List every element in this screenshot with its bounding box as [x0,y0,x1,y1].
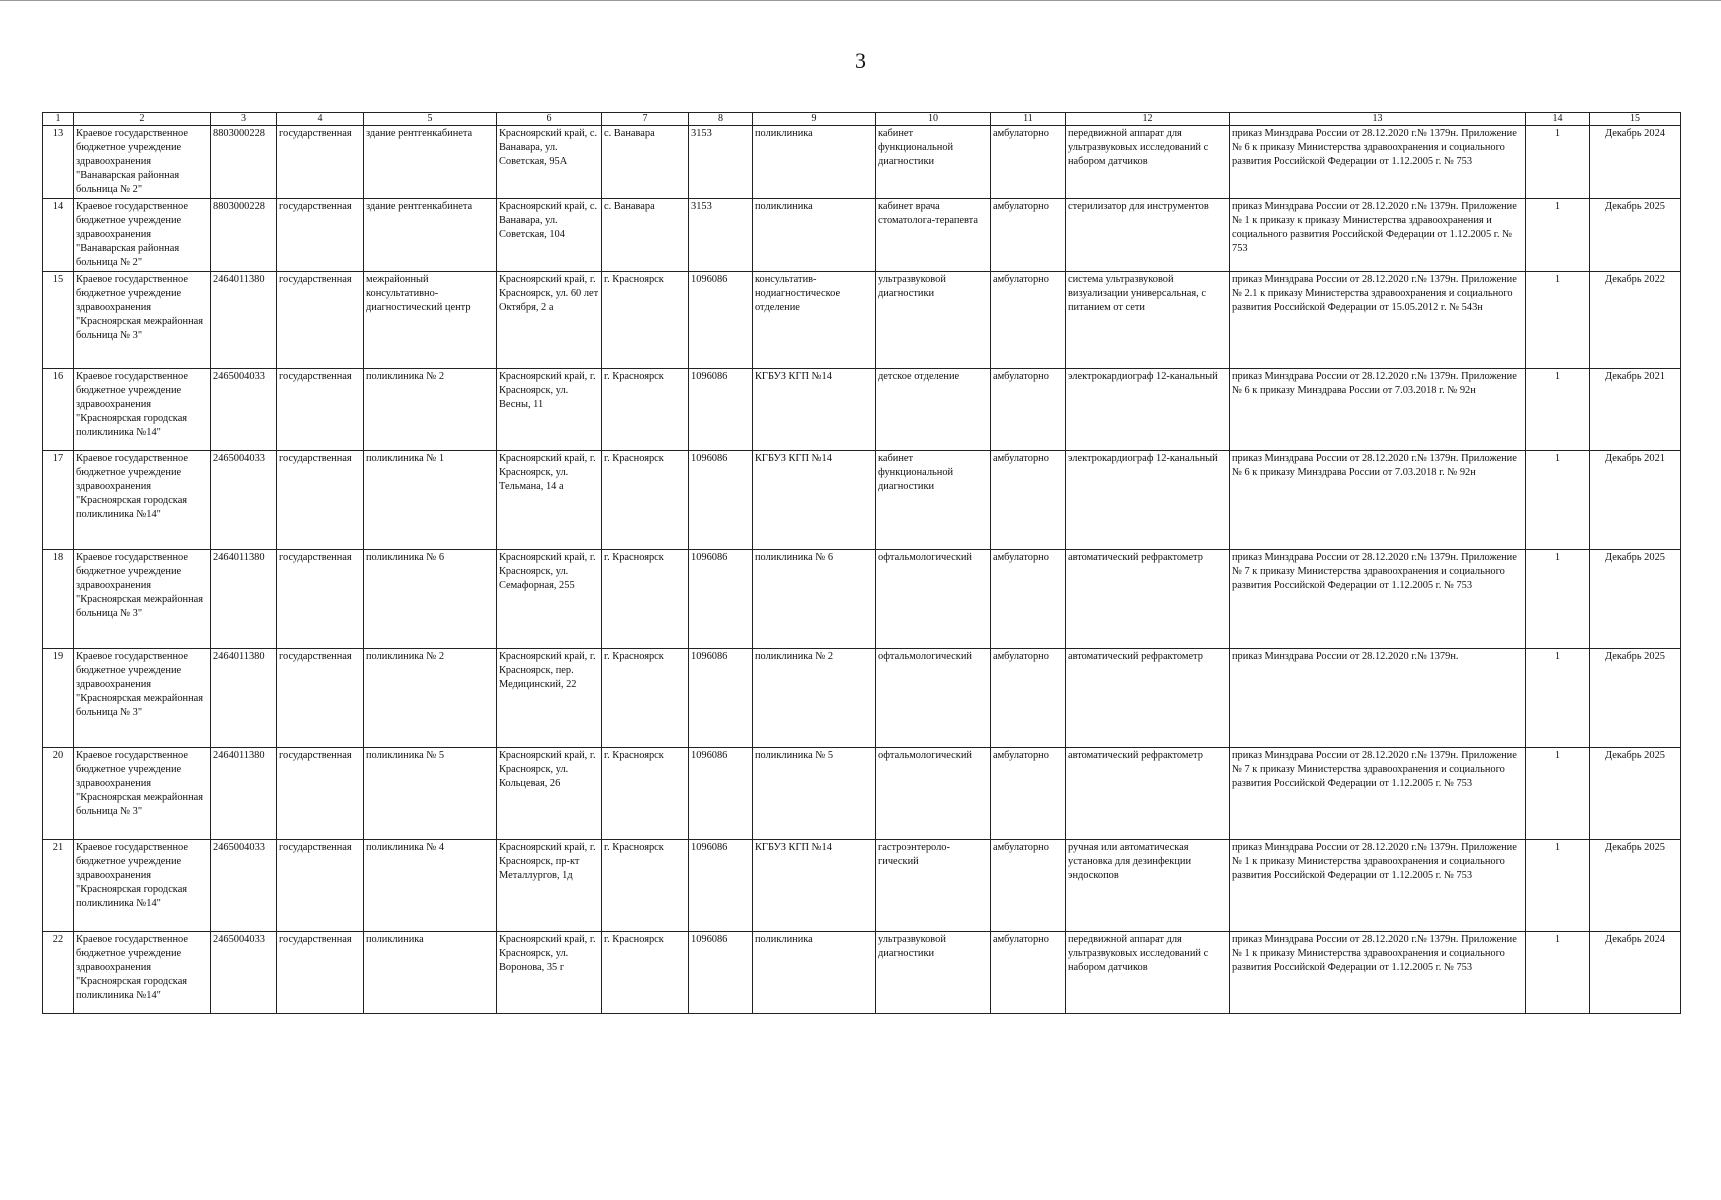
subdivision-cell: консультатив-нодиагностическое отделение [753,272,876,369]
care-conditions-cell: амбулаторно [991,649,1066,748]
quantity-cell: 1 [1526,451,1590,550]
care-conditions-cell: амбулаторно [991,840,1066,932]
table-row [43,748,1681,840]
row-number-cell: 15 [43,272,74,369]
quantity-cell: 1 [1526,649,1590,748]
page-number: 3 [855,48,866,73]
address-cell: Красноярский край, г. Красноярск, пр-кт Металлургов, 1д [497,840,602,932]
population-cell: 1096086 [689,272,753,369]
quantity-cell: 1 [1526,550,1590,649]
deadline-cell: Декабрь 2025 [1590,840,1681,932]
population-cell: 3153 [689,199,753,272]
settlement-cell: г. Красноярск [602,550,689,649]
ownership-form-cell: государственная [277,369,364,451]
care-conditions-cell: амбулаторно [991,748,1066,840]
address-cell: Красноярский край, с. Ванавара, ул. Советская, 104 [497,199,602,272]
settlement-cell: с. Ванавара [602,126,689,199]
row-number-cell: 21 [43,840,74,932]
table-row [43,840,1681,932]
column-header: 6 [497,113,602,126]
population-cell: 3153 [689,126,753,199]
address-cell: Красноярский край, г. Красноярск, ул. Тельмана, 14 а [497,451,602,550]
building-cell: межрайонный консультативно-диагностический центр [364,272,497,369]
inn-cell: 2465004033 [211,840,277,932]
care-conditions-cell: амбулаторно [991,369,1066,451]
equipment-table-container [42,112,1680,1014]
equipment-name-cell: автоматический рефрактометр [1066,649,1230,748]
regulation-cell: приказ Минздрава России от 28.12.2020 г.№ 1379н. [1230,649,1526,748]
table-row [43,932,1681,1014]
population-cell: 1096086 [689,451,753,550]
inn-cell: 2464011380 [211,649,277,748]
settlement-cell: г. Красноярск [602,840,689,932]
inn-cell: 2464011380 [211,550,277,649]
row-number-cell: 19 [43,649,74,748]
care-conditions-cell: амбулаторно [991,126,1066,199]
inn-cell: 2465004033 [211,932,277,1014]
column-header: 13 [1230,113,1526,126]
quantity-cell: 1 [1526,932,1590,1014]
department-cell: кабинет врача стоматолога-терапевта [876,199,991,272]
subdivision-cell: поликлиника [753,932,876,1014]
subdivision-cell: КГБУЗ КГП №14 [753,369,876,451]
address-cell: Красноярский край, г. Красноярск, ул. 60 лет Октября, 2 а [497,272,602,369]
top-edge-line [0,0,1721,1]
settlement-cell: г. Красноярск [602,369,689,451]
regulation-cell: приказ Минздрава России от 28.12.2020 г.№ 1379н. Приложение № 2.1 к приказу Министерства здравоохранения и социального развития Российской Федерации от 15.05.2012 г. № 543н [1230,272,1526,369]
column-header: 8 [689,113,753,126]
population-cell: 1096086 [689,550,753,649]
address-cell: Красноярский край, г. Красноярск, ул. Воронова, 35 г [497,932,602,1014]
equipment-name-cell: передвижной аппарат для ультразвуковых исследований с набором датчиков [1066,932,1230,1014]
building-cell: поликлиника № 6 [364,550,497,649]
column-header: 2 [74,113,211,126]
subdivision-cell: поликлиника [753,126,876,199]
inn-cell: 2465004033 [211,451,277,550]
inn-cell: 8803000228 [211,126,277,199]
settlement-cell: г. Красноярск [602,748,689,840]
row-number-cell: 22 [43,932,74,1014]
equipment-name-cell: стерилизатор для инструментов [1066,199,1230,272]
column-header: 15 [1590,113,1681,126]
building-cell: здание рентгенкабинета [364,199,497,272]
subdivision-cell: поликлиника № 6 [753,550,876,649]
row-number-cell: 16 [43,369,74,451]
care-conditions-cell: амбулаторно [991,272,1066,369]
deadline-cell: Декабрь 2021 [1590,369,1681,451]
subdivision-cell: КГБУЗ КГП №14 [753,451,876,550]
address-cell: Красноярский край, г. Красноярск, ул. Кольцевая, 26 [497,748,602,840]
deadline-cell: Декабрь 2025 [1590,199,1681,272]
population-cell: 1096086 [689,932,753,1014]
row-number-cell: 20 [43,748,74,840]
table-row [43,199,1681,272]
ownership-form-cell: государственная [277,748,364,840]
institution-name-cell: Краевое государственное бюджетное учреждение здравоохранения "Красноярская городская поликлиника №14" [74,932,211,1014]
ownership-form-cell: государственная [277,199,364,272]
row-number-cell: 17 [43,451,74,550]
address-cell: Красноярский край, г. Красноярск, пер. Медицинский, 22 [497,649,602,748]
institution-name-cell: Краевое государственное бюджетное учреждение здравоохранения "Красноярская городская поликлиника №14" [74,840,211,932]
inn-cell: 2465004033 [211,369,277,451]
institution-name-cell: Краевое государственное бюджетное учреждение здравоохранения "Красноярская межрайонная больница № 3" [74,649,211,748]
institution-name-cell: Краевое государственное бюджетное учреждение здравоохранения "Красноярская межрайонная больница № 3" [74,748,211,840]
deadline-cell: Декабрь 2025 [1590,550,1681,649]
settlement-cell: г. Красноярск [602,649,689,748]
building-cell: поликлиника № 2 [364,369,497,451]
address-cell: Красноярский край, с. Ванавара, ул. Советская, 95А [497,126,602,199]
quantity-cell: 1 [1526,126,1590,199]
settlement-cell: г. Красноярск [602,451,689,550]
column-header: 7 [602,113,689,126]
table-body [43,126,1681,1014]
ownership-form-cell: государственная [277,451,364,550]
column-header: 12 [1066,113,1230,126]
institution-name-cell: Краевое государственное бюджетное учреждение здравоохранения "Красноярская межрайонная больница № 3" [74,272,211,369]
population-cell: 1096086 [689,649,753,748]
department-cell: гастроэнтероло-гический [876,840,991,932]
row-number-cell: 18 [43,550,74,649]
equipment-name-cell: система ультразвуковой визуализации универсальная, с питанием от сети [1066,272,1230,369]
equipment-name-cell: автоматический рефрактометр [1066,550,1230,649]
building-cell: поликлиника [364,932,497,1014]
equipment-name-cell: автоматический рефрактометр [1066,748,1230,840]
subdivision-cell: КГБУЗ КГП №14 [753,840,876,932]
quantity-cell: 1 [1526,840,1590,932]
subdivision-cell: поликлиника № 5 [753,748,876,840]
building-cell: поликлиника № 4 [364,840,497,932]
inn-cell: 2464011380 [211,272,277,369]
column-header: 11 [991,113,1066,126]
table-row [43,126,1681,199]
table-row [43,649,1681,748]
population-cell: 1096086 [689,748,753,840]
ownership-form-cell: государственная [277,932,364,1014]
department-cell: офтальмологический [876,550,991,649]
regulation-cell: приказ Минздрава России от 28.12.2020 г.№ 1379н. Приложение № 7 к приказу Министерства здравоохранения и социального развития Российской Федерации от 1.12.2005 г. № 753 [1230,748,1526,840]
care-conditions-cell: амбулаторно [991,550,1066,649]
column-header: 3 [211,113,277,126]
department-cell: офтальмологический [876,649,991,748]
regulation-cell: приказ Минздрава России от 28.12.2020 г.№ 1379н. Приложение № 6 к приказу Минздрава России от 7.03.2018 г. № 92н [1230,369,1526,451]
inn-cell: 2464011380 [211,748,277,840]
regulation-cell: приказ Минздрава России от 28.12.2020 г.№ 1379н. Приложение № 1 к приказу Министерства здравоохранения и социального развития Российской Федерации от 1.12.2005 г. № 753 [1230,840,1526,932]
deadline-cell: Декабрь 2024 [1590,932,1681,1014]
quantity-cell: 1 [1526,369,1590,451]
column-header: 4 [277,113,364,126]
quantity-cell: 1 [1526,272,1590,369]
ownership-form-cell: государственная [277,649,364,748]
subdivision-cell: поликлиника [753,199,876,272]
ownership-form-cell: государственная [277,272,364,369]
quantity-cell: 1 [1526,748,1590,840]
equipment-name-cell: электрокардиограф 12-канальный [1066,451,1230,550]
care-conditions-cell: амбулаторно [991,199,1066,272]
deadline-cell: Декабрь 2021 [1590,451,1681,550]
address-cell: Красноярский край, г. Красноярск, ул. Семафорная, 255 [497,550,602,649]
building-cell: поликлиника № 1 [364,451,497,550]
institution-name-cell: Краевое государственное бюджетное учреждение здравоохранения "Ванаварская районная больница № 2" [74,126,211,199]
row-number-cell: 13 [43,126,74,199]
department-cell: кабинет функциональной диагностики [876,451,991,550]
equipment-name-cell: электрокардиограф 12-канальный [1066,369,1230,451]
ownership-form-cell: государственная [277,126,364,199]
table-row [43,369,1681,451]
care-conditions-cell: амбулаторно [991,932,1066,1014]
institution-name-cell: Краевое государственное бюджетное учреждение здравоохранения "Красноярская межрайонная больница № 3" [74,550,211,649]
settlement-cell: г. Красноярск [602,932,689,1014]
table-row [43,272,1681,369]
building-cell: поликлиника № 2 [364,649,497,748]
institution-name-cell: Краевое государственное бюджетное учреждение здравоохранения "Ванаварская районная больница № 2" [74,199,211,272]
population-cell: 1096086 [689,840,753,932]
population-cell: 1096086 [689,369,753,451]
institution-name-cell: Краевое государственное бюджетное учреждение здравоохранения "Красноярская городская поликлиника №14" [74,369,211,451]
quantity-cell: 1 [1526,199,1590,272]
department-cell: детское отделение [876,369,991,451]
inn-cell: 8803000228 [211,199,277,272]
department-cell: ультразвуковой диагностики [876,272,991,369]
ownership-form-cell: государственная [277,840,364,932]
department-cell: офтальмологический [876,748,991,840]
regulation-cell: приказ Минздрава России от 28.12.2020 г.№ 1379н. Приложение № 7 к приказу Министерства здравоохранения и социального развития Российской Федерации от 1.12.2005 г. № 753 [1230,550,1526,649]
table-row [43,550,1681,649]
equipment-table [42,112,1681,1014]
equipment-name-cell: ручная или автоматическая установка для дезинфекции эндоскопов [1066,840,1230,932]
regulation-cell: приказ Минздрава России от 28.12.2020 г.№ 1379н. Приложение № 1 к приказу к приказу Министерства здравоохранения и социального развития Российской Федерации от 1.12.2005 г. № 753 [1230,199,1526,272]
building-cell: здание рентгенкабинета [364,126,497,199]
subdivision-cell: поликлиника № 2 [753,649,876,748]
column-header: 1 [43,113,74,126]
department-cell: кабинет функциональной диагностики [876,126,991,199]
settlement-cell: с. Ванавара [602,199,689,272]
regulation-cell: приказ Минздрава России от 28.12.2020 г.№ 1379н. Приложение № 6 к приказу Минздрава России от 7.03.2018 г. № 92н [1230,451,1526,550]
column-header: 10 [876,113,991,126]
column-header: 9 [753,113,876,126]
care-conditions-cell: амбулаторно [991,451,1066,550]
column-header: 5 [364,113,497,126]
equipment-name-cell: передвижной аппарат для ультразвуковых исследований с набором датчиков [1066,126,1230,199]
deadline-cell: Декабрь 2022 [1590,272,1681,369]
department-cell: ультразвуковой диагностики [876,932,991,1014]
deadline-cell: Декабрь 2024 [1590,126,1681,199]
deadline-cell: Декабрь 2025 [1590,748,1681,840]
row-number-cell: 14 [43,199,74,272]
building-cell: поликлиника № 5 [364,748,497,840]
deadline-cell: Декабрь 2025 [1590,649,1681,748]
address-cell: Красноярский край, г. Красноярск, ул. Весны, 11 [497,369,602,451]
settlement-cell: г. Красноярск [602,272,689,369]
column-number-row [43,113,1681,126]
ownership-form-cell: государственная [277,550,364,649]
regulation-cell: приказ Минздрава России от 28.12.2020 г.№ 1379н. Приложение № 6 к приказу Министерства здравоохранения и социального развития Российской Федерации от 1.12.2005 г. № 753 [1230,126,1526,199]
institution-name-cell: Краевое государственное бюджетное учреждение здравоохранения "Красноярская городская поликлиника №14" [74,451,211,550]
column-header: 14 [1526,113,1590,126]
table-row [43,451,1681,550]
regulation-cell: приказ Минздрава России от 28.12.2020 г.№ 1379н. Приложение № 1 к приказу Министерства здравоохранения и социального развития Российской Федерации от 1.12.2005 г. № 753 [1230,932,1526,1014]
